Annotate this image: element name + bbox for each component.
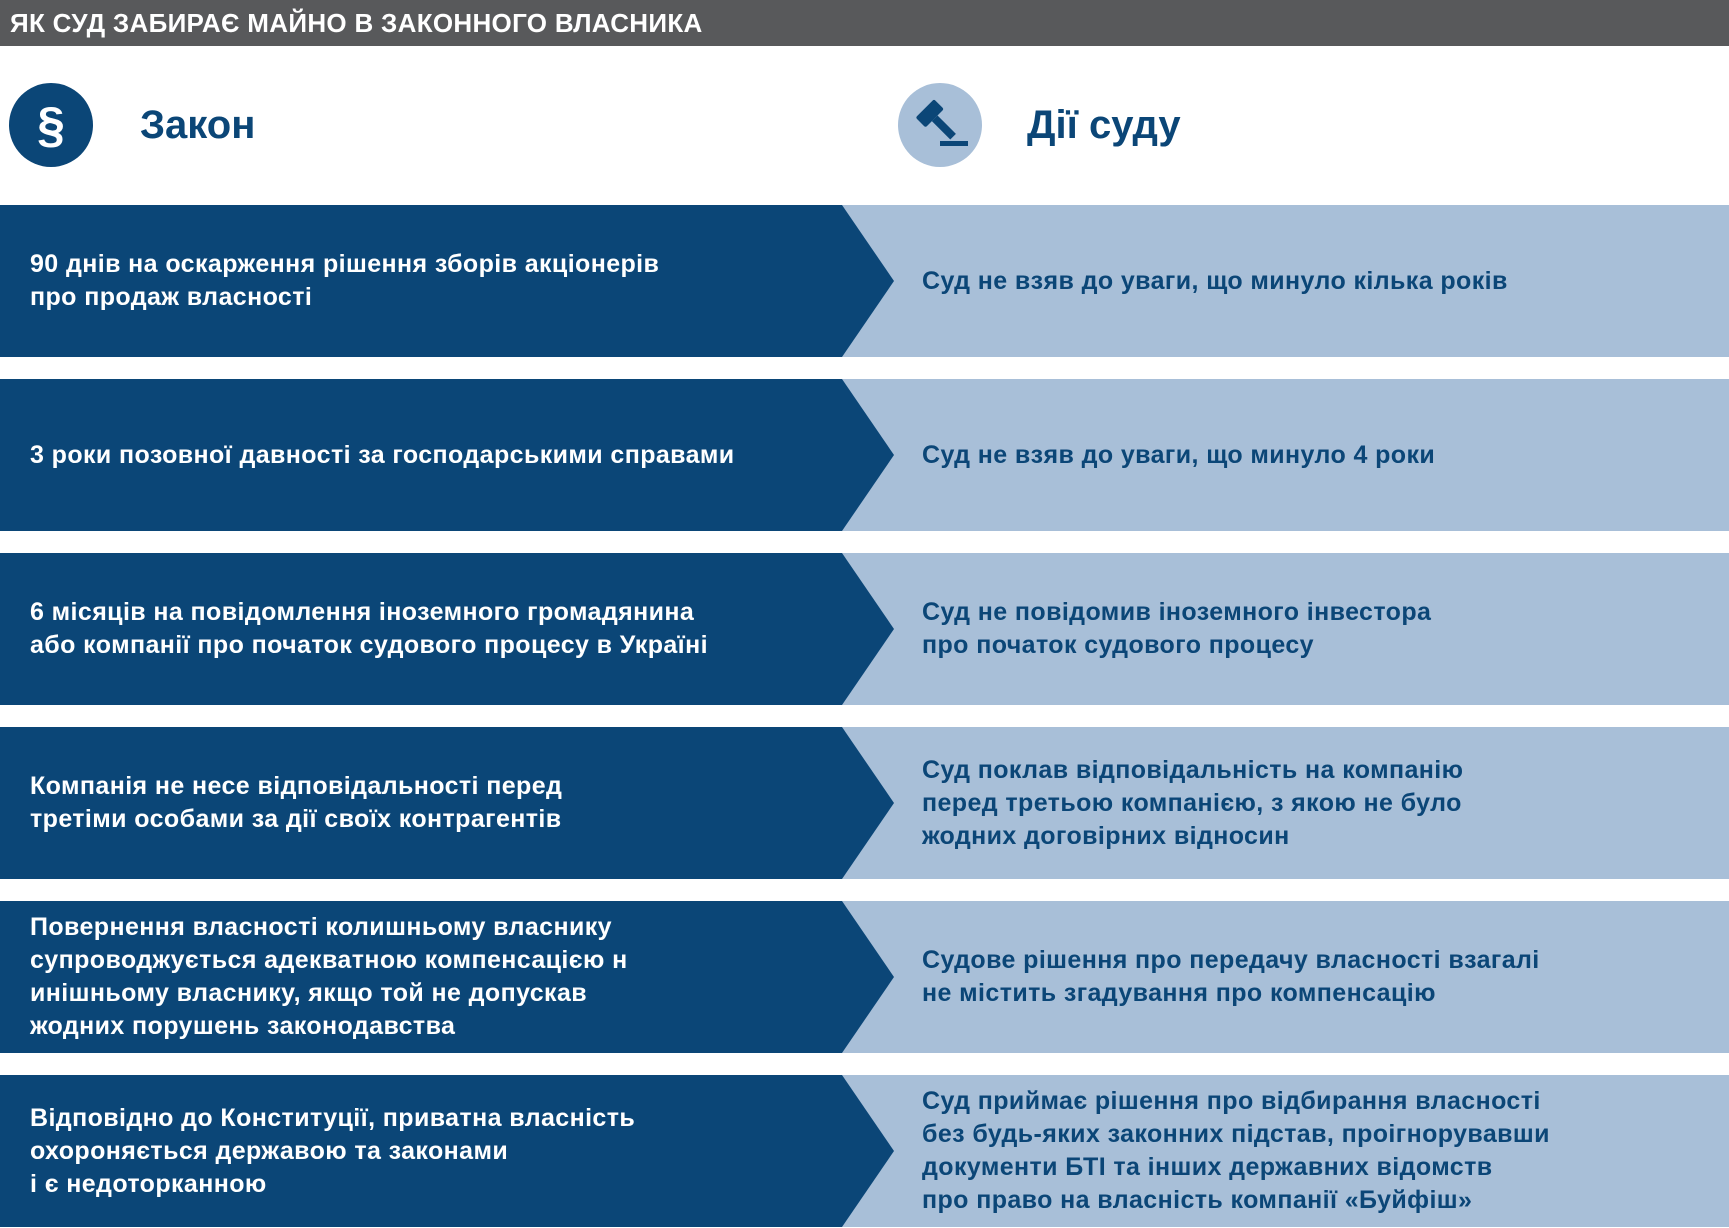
comparison-row — [0, 1075, 1729, 1227]
court-cell — [922, 901, 1712, 1053]
comparison-row — [0, 205, 1729, 357]
section-sign-glyph: § — [37, 97, 65, 153]
law-cell — [30, 553, 830, 705]
law-column-title: Закон — [140, 102, 256, 147]
court-text: Судове рішення про передачу власності взагалі не містить згадування про компенсацію — [922, 946, 1540, 1007]
court-cell — [922, 379, 1712, 531]
law-cell — [30, 901, 830, 1053]
comparison-row — [0, 901, 1729, 1053]
law-text: Повернення власності колишньому власнику супроводжується адекватною компенсацією н инішньому власнику, якщо той не допускав жодних порушень законодавства — [30, 913, 628, 1040]
law-text: 3 роки позовної давності за господарськими справами — [30, 440, 735, 469]
court-cell — [922, 727, 1712, 879]
law-text: Компанія не несе відповідальності перед третіми особами за дії своїх контрагентів — [30, 772, 563, 833]
court-text: Суд не взяв до уваги, що минуло 4 роки — [922, 440, 1436, 469]
court-cell — [922, 553, 1712, 705]
court-text: Суд приймає рішення про відбирання власності без будь-яких законних підстав, проігнорувавши документи БТІ та інших державних відомств про право на власність компанії «Буйфіш» — [922, 1087, 1550, 1214]
court-cell — [922, 1075, 1712, 1227]
law-cell — [30, 727, 830, 879]
law-cell — [30, 205, 830, 357]
law-text: 90 днів на оскарження рішення зборів акціонерів про продаж власності — [30, 250, 660, 311]
court-column-title: Дії суду — [1027, 102, 1181, 147]
court-text: Суд не взяв до уваги, що минуло кілька років — [922, 266, 1508, 295]
law-column-header — [9, 82, 255, 168]
gavel-icon — [898, 83, 982, 167]
court-column-header — [898, 82, 1181, 168]
section-sign-icon — [9, 83, 93, 167]
gavel-icon-graphic — [898, 83, 982, 167]
infographic-title: ЯК СУД ЗАБИРАЄ МАЙНО В ЗАКОННОГО ВЛАСНИКА — [0, 0, 1729, 46]
law-cell — [30, 379, 830, 531]
comparison-row — [0, 553, 1729, 705]
law-text: 6 місяців на повідомлення іноземного громадянина або компанії про початок судового процесу в Україні — [30, 598, 708, 659]
comparison-row — [0, 727, 1729, 879]
court-text: Суд поклав відповідальність на компанію перед третьою компанією, з якою не було жодних договірних відносин — [922, 755, 1464, 850]
court-text: Суд не повідомив іноземного інвестора про початок судового процесу — [922, 598, 1432, 659]
court-cell — [922, 205, 1712, 357]
law-cell — [30, 1075, 830, 1227]
law-text: Відповідно до Конституції, приватна власність охороняється державою та законами і є недоторканною — [30, 1103, 636, 1198]
comparison-row — [0, 379, 1729, 531]
